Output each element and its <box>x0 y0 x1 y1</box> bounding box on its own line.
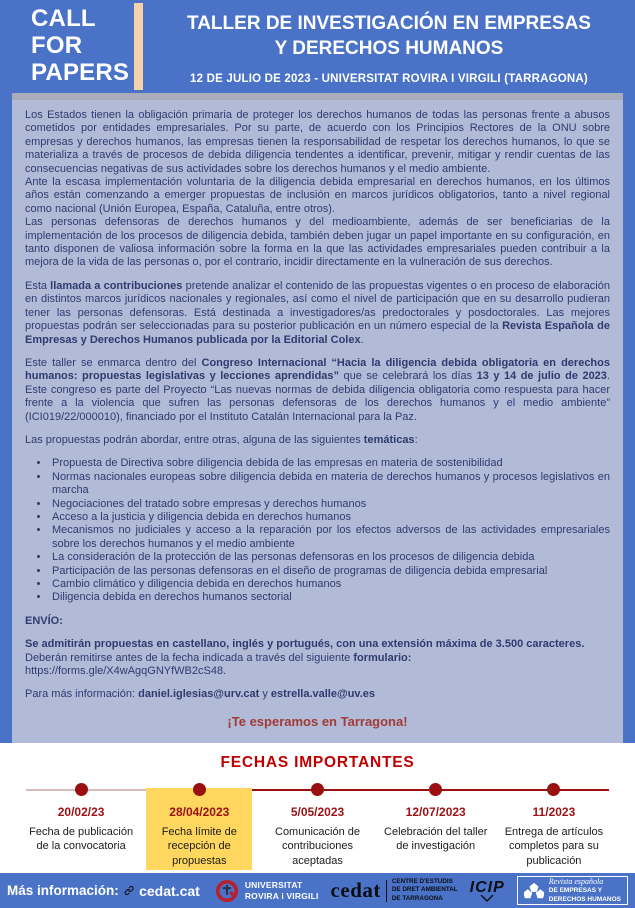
footer <box>0 873 635 908</box>
cedat-logo-text: cedat <box>330 878 381 902</box>
topic-item: • Negociaciones del tratado sobre empresas y derechos humanos <box>50 498 610 511</box>
submission-heading: ENVÍO: <box>25 614 63 627</box>
header-title-block <box>143 0 635 93</box>
timeline-highlight-box <box>146 788 252 870</box>
important-dates-title: FECHAS IMPORTANTES <box>220 754 415 771</box>
icip-logo-bracket <box>480 895 494 902</box>
brand-line1: CALL FOR <box>31 5 96 60</box>
urv-line2: ROVIRA i VIRGILI <box>244 890 319 901</box>
topic-item: • Diligencia debida en derechos humanos sectorial <box>50 591 610 604</box>
cedat-website-link[interactable]: cedat.cat <box>139 882 200 899</box>
more-info-label: Más información: <box>7 883 119 898</box>
timeline-item <box>258 780 376 870</box>
urv-logo-block <box>214 878 319 904</box>
paragraph-voluntary-implementation: Ante la escasa implementación voluntaria de la diligencia debida empresarial en derechos humanos, en los últimos años están comenzando a emerger propuestas de inclusión en marcos jurídicos obligatorios, tanto a nivel regional como nacional (Unión Europea, España, Cataluña, entre otros). <box>25 176 610 215</box>
topic-item: • Mecanismos no judiciales y acceso a la reparación por los efectos adversos de las actividades empresariales sobre los derechos humanos y el medio ambiente <box>50 524 610 551</box>
topic-item: • Participación de las personas defensoras en el diseño de programas de diligencia debida empresarial <box>50 565 610 578</box>
icip-logo-block <box>470 879 505 902</box>
timeline-date: 28/04/2023 <box>169 805 230 819</box>
body-panel <box>12 93 623 743</box>
header <box>0 0 635 93</box>
event-date-line: 12 DE JULIO DE 2023 - UNIVERSITAT ROVIRA I VIRGILI (TARRAGONA) <box>190 72 588 85</box>
timeline-items <box>22 780 613 870</box>
paragraph-defenders: Las personas defensoras de derechos humanos y del medioambiente, además de ser beneficiarias de la implementación de los procesos de diligencia debida, también deben jugar un papel importante en su configuración, en tanto disponen de valiosa información sobre la forma en la que las actividades empresariales pueden contribuir a la mejora de la vida de las personas o, por el contrario, incidir directamente en la vulneración de sus derechos. <box>25 216 610 269</box>
topic-item: • La consideración de la protección de las personas defensoras en los procesos de diligencia debida <box>50 551 610 564</box>
timeline-item <box>377 780 495 870</box>
timeline-dot <box>75 783 88 796</box>
paragraph-congress: Este taller se enmarca dentro del Congreso Internacional “Hacia la diligencia debida obligatoria en derechos humanos: propuestas legislativas y lecciones aprendidas” que se celebrará los días 13 y 14 de julio de 2023. Este congreso es parte del Proyecto “Las nuevas normas de debida diligencia obligatoria como respuesta para hacer frente a la violencia que sufren las personas defensoras de los derechos humanos y el medio ambiente” (ICI019/22/000010), financiado por el Instituto Catalán Internacional para la Paz. <box>25 356 610 423</box>
timeline-item <box>140 780 258 870</box>
timeline-box <box>377 805 495 870</box>
topic-item: • Cambio climático y diligencia debida en derechos humanos <box>50 578 610 591</box>
timeline-label: Fecha límite de recepción de propuestas <box>161 826 237 867</box>
topic-item: • Normas nacionales europeas sobre diligencia debida en materia de derechos humanos y procesos legislativos en marcha <box>50 471 610 498</box>
timeline-date: 11/2023 <box>532 805 576 819</box>
paragraph-states-obligation: Los Estados tienen la obligación primaria de proteger los derechos humanos de todas las personas frente a abusos cometidos por entidades empresariales. Por su parte, de acuerdo con los Principios Rectores de la ONU sobre empresas y derechos humanos, las empresas tienen la responsabilidad de respetar los derechos humanos, lo que se materializa a través de procesos de debida diligencia tendentes a identificar, prevenir, mitigar y rendir cuentas de las consecuencias negativas de sus actividades sobre los derechos humanos y el medio ambiente. <box>25 109 610 175</box>
brand-line2: PAPERS <box>31 58 130 86</box>
urv-logo-icon <box>214 878 240 904</box>
timeline-dot <box>193 783 206 796</box>
timeline-label: Entrega de artículos completos para su publicación <box>504 826 604 867</box>
revista-logo-text <box>549 877 621 903</box>
icip-logo-text: ICIP <box>469 879 505 896</box>
timeline-date: 5/05/2023 <box>290 805 345 819</box>
urv-line1: UNIVERSITAT <box>244 880 303 891</box>
timeline-box <box>258 805 376 870</box>
header-divider <box>134 3 143 90</box>
revista-line3: DERECHOS HUMANOS <box>548 895 621 903</box>
revista-line2: DE EMPRESAS Y <box>548 887 603 895</box>
urv-logo-text <box>245 880 319 900</box>
submission-form-link[interactable]: https://forms.gle/X4wAgqGNYfWB2cS48. <box>25 665 227 678</box>
revista-logo-block <box>517 876 628 905</box>
timeline-item <box>495 780 613 870</box>
brand-call-for-papers <box>0 0 134 93</box>
timeline-date: 20/02/23 <box>57 805 105 819</box>
closing-message: ¡Te esperamos en Tarragona! <box>227 713 408 729</box>
timeline-dot <box>547 783 560 796</box>
page-title: TALLER DE INVESTIGACIÓN EN EMPRESAS Y DERECHOS HUMANOS <box>187 13 591 59</box>
timeline-label: Fecha de publicación de la convocatoria <box>29 826 134 853</box>
cedat-divider <box>386 880 387 902</box>
cedat-desc-line3: DE TARRAGONA <box>391 894 443 902</box>
cedat-desc-line1: CENTRE D'ESTUDIS <box>391 878 453 886</box>
timeline-dot <box>311 783 324 796</box>
paragraph-call-description: Esta llamada a contribuciones pretende analizar el contenido de las propuestas vigentes o en proceso de elaboración en distintos marcos jurídicos nacionales y regionales, así como el nivel de participación que en su desarrollo pudieran tener las personas defensoras. Está destinada a investigadores/as predoctorales y posdoctorales. Las mejores propuestas podrán ser seleccionadas para su posterior publicación en un número especial de la Revista Española de Empresas y Derechos Humanos publicada por la Editorial Colex. <box>25 279 610 346</box>
contact-line: Para más información: daniel.iglesias@urv.cat y estrella.valle@uv.es <box>25 688 376 701</box>
submission-deadline-note: Deberán remitirse antes de la fecha indicada a través del siguiente formulario: <box>25 651 412 664</box>
topics-list <box>25 457 610 604</box>
timeline-label: Celebración del taller de investigación <box>384 826 488 853</box>
link-icon <box>124 880 134 901</box>
timeline-box <box>22 805 140 870</box>
revista-logo-icon <box>524 882 544 900</box>
timeline-dot <box>429 783 442 796</box>
timeline <box>22 780 613 870</box>
important-dates-section <box>0 743 635 873</box>
topic-item: • Propuesta de Directiva sobre diligencia debida de las empresas en materia de sostenibilidad <box>50 457 610 470</box>
timeline-box <box>495 805 613 870</box>
cedat-desc-line2: DE DRET AMBIENTAL <box>391 886 458 894</box>
timeline-label: Comunicación de contribuciones aceptadas <box>275 826 360 867</box>
topic-item: • Acceso a la justicia y diligencia debida en derechos humanos <box>50 511 610 524</box>
submission-requirements: Se admitirán propuestas en castellano, inglés y portugués, con una extensión máxima de 3.500 caracteres. <box>25 638 585 651</box>
paragraph-topics-intro: Las propuestas podrán abordar, entre otras, alguna de las siguientes temáticas: <box>25 433 418 446</box>
timeline-item <box>22 780 140 870</box>
timeline-date: 12/07/2023 <box>405 805 466 819</box>
cedat-logo-block <box>331 878 458 903</box>
cedat-description <box>392 878 458 903</box>
revista-line1: Revista española <box>548 877 604 887</box>
